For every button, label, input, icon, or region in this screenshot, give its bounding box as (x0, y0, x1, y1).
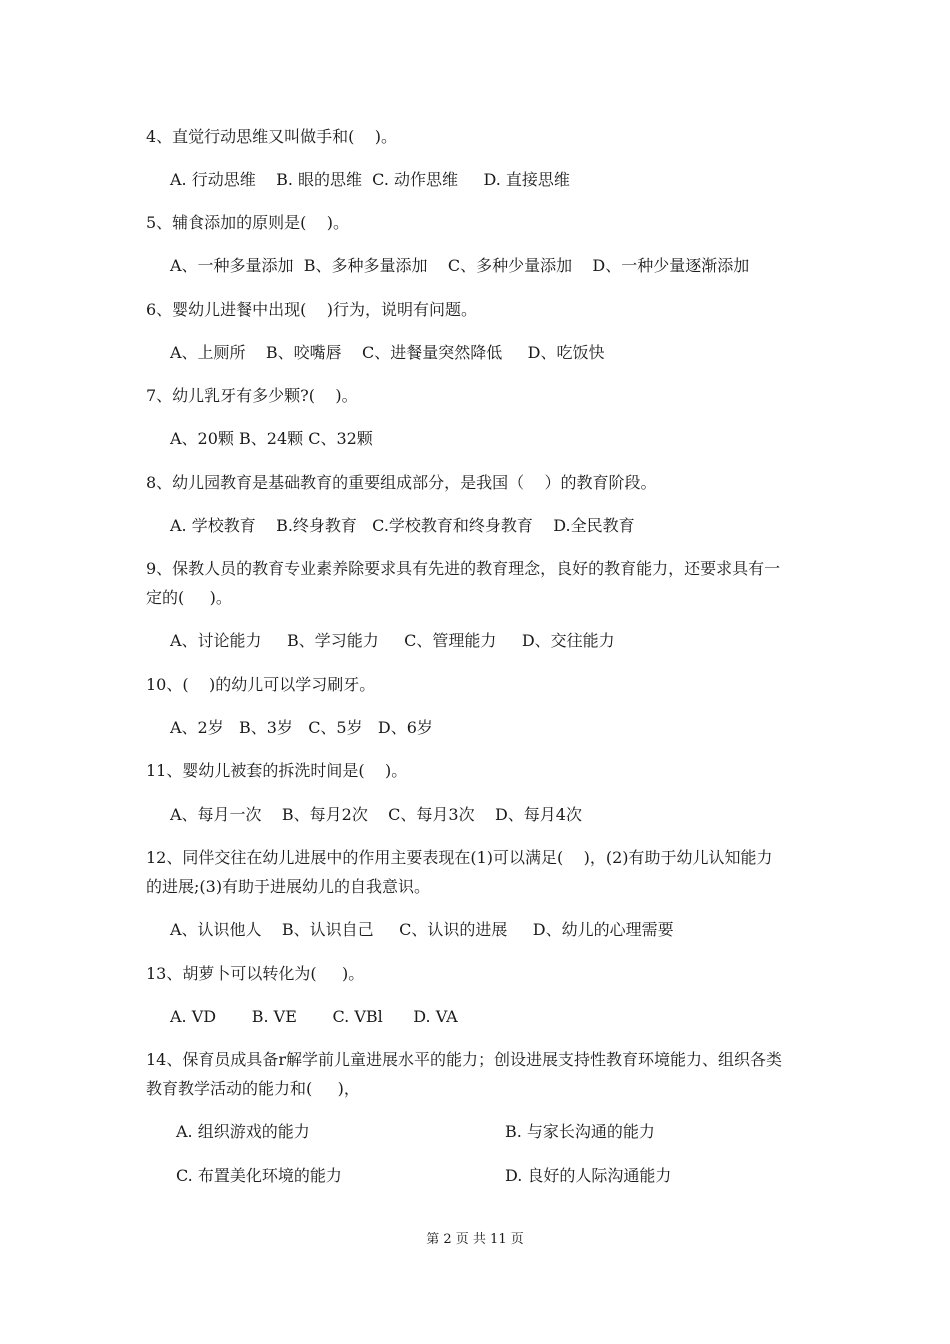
question-6-options: A、上厕所 B、咬嘴唇 C、进餐量突然降低 D、吃饭快 (170, 343, 605, 362)
question-13-options: A. VD B. VE C. VBl D. VA (170, 1007, 458, 1026)
question-11-stem: 11、婴幼儿被套的拆洗时间是( )。 (146, 761, 408, 780)
question-4-stem: 4、直觉行动思维又叫做手和( )。 (146, 127, 398, 146)
question-9-stem-line-2: 定的( )。 (146, 588, 232, 607)
question-10-stem: 10、( )的幼儿可以学习刷牙。 (146, 675, 376, 694)
question-5-stem: 5、辅食添加的原则是( )。 (146, 213, 350, 232)
question-12-stem-line-1: 12、同伴交往在幼儿进展中的作用主要表现在(1)可以满足( )，(2)有助于幼儿认知能力 (146, 848, 773, 867)
question-7-stem: 7、幼儿乳牙有多少颗?( )。 (146, 386, 358, 405)
question-12-options: A、认识他人 B、认识自己 C、认识的进展 D、幼儿的心理需要 (170, 920, 674, 939)
question-14-option-d: D. 良好的人际沟通能力 (505, 1166, 672, 1185)
question-8-options: A. 学校教育 B.终身教育 C.学校教育和终身教育 D.全民教育 (170, 516, 635, 535)
question-4-options: A. 行动思维 B. 眼的思维 C. 动作思维 D. 直接思维 (170, 170, 570, 189)
question-11-options: A、每月一次 B、每月2次 C、每月3次 D、每月4次 (170, 805, 582, 824)
question-14-option-a: A. 组织游戏的能力 (176, 1122, 310, 1141)
question-13-stem: 13、胡萝卜可以转化为( )。 (146, 964, 365, 983)
question-14-stem-line-1: 14、保育员成具备r解学前儿童进展水平的能力；创设进展支持性教育环境能力、组织各类 (146, 1050, 783, 1069)
question-10-options: A、2岁 B、3岁 C、5岁 D、6岁 (170, 718, 433, 737)
question-6-stem: 6、婴幼儿进餐中出现( )行为，说明有问题。 (146, 300, 478, 319)
question-5-options: A、一种多量添加 B、多种多量添加 C、多种少量添加 D、一种少量逐渐添加 (170, 256, 750, 275)
question-14-option-c: C. 布置美化环境的能力 (176, 1166, 342, 1185)
question-9-stem-line-1: 9、保教人员的教育专业素养除要求具有先进的教育理念，良好的教育能力，还要求具有一 (146, 559, 781, 578)
question-7-options: A、20颗 B、24颗 C、32颗 (170, 429, 373, 448)
question-12-stem-line-2: 的进展;(3)有助于进展幼儿的自我意识。 (146, 877, 431, 896)
question-14-stem-line-2: 教育教学活动的能力和( )， (146, 1079, 360, 1098)
question-14-option-b: B. 与家长沟通的能力 (505, 1122, 655, 1141)
question-9-options: A、讨论能力 B、学习能力 C、管理能力 D、交往能力 (170, 631, 615, 650)
question-8-stem: 8、幼儿园教育是基础教育的重要组成部分，是我国（ ）的教育阶段。 (146, 473, 657, 492)
page-footer: 第 2 页 共 11 页 (426, 1232, 524, 1247)
